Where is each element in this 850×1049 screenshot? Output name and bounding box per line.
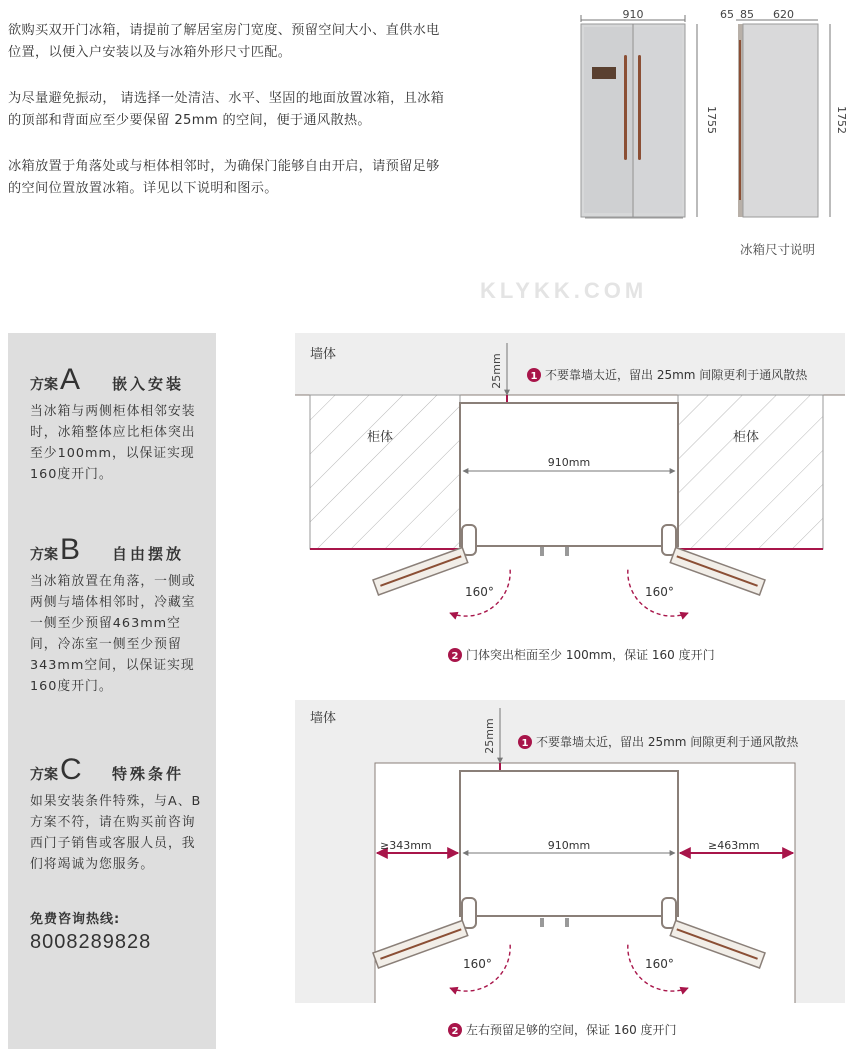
fridge-front-view [581,8,718,218]
plan-a [30,363,205,485]
hotline [30,908,151,954]
fridge-width-label: 910mm [547,456,591,469]
angle-right-label: 160° [645,585,674,599]
diagram-b-free-standing [295,700,845,1049]
wall-label: 墙体 [310,347,337,362]
plan-a-body: 当冰箱与两侧柜体相邻安装时，冰箱整体应比柜体突出至少100mm，以保证实现160度开门。 [30,404,196,482]
gap-label: 25mm [490,353,503,389]
plan-c-title: 特殊条件 [112,765,185,783]
cabinet-left-label: 柜体 [367,430,394,445]
cabinet-right-label: 柜体 [733,430,760,445]
fridge-outline [460,403,678,546]
plan-b-letter: B [60,533,81,566]
angle-left-label: 160° [465,585,494,599]
side-depth-2: 85 [740,8,754,21]
intro-paragraph-3: 冰箱放置于角落处或与柜体相邻时，为确保门能够自由开启，请预留足够的空间位置放置冰箱。详见以下说明和图示。 [8,159,440,196]
plan-a-title: 嵌入安装 [112,375,185,393]
door-left-open [373,920,468,968]
installation-plans-panel [8,333,216,1049]
left-gap-label: ≥343mm [380,839,432,852]
door-left-open [373,547,468,595]
note2-number: 2 [451,651,459,662]
note1-text: 不要靠墙太近，留出 25mm 间隙更利于通风散热 [545,368,808,382]
fridge-side-view [720,8,848,217]
door-right-open [670,920,765,968]
side-height-label: 1752 [835,106,848,134]
plan-c-letter: C [60,753,82,786]
note1-text: 不要靠墙太近，留出 25mm 间隙更利于通风散热 [536,735,799,749]
plan-c-prefix: 方案 [30,767,58,783]
wall-band [295,333,845,395]
dimension-caption: 冰箱尺寸说明 [740,242,816,257]
note1-number: 1 [521,738,529,749]
plan-a-prefix: 方案 [30,377,58,393]
plan-a-letter: A [60,363,81,396]
angle-right-label: 160° [645,957,674,971]
door-right-open [670,547,765,595]
right-gap-label: ≥463mm [708,839,760,852]
note2-text: 门体突出柜面至少 100mm，保证 160 度开门 [466,648,715,662]
intro-paragraph-2: 为尽量避免振动， 请选择一处清洁、水平、坚固的地面放置冰箱，且冰箱的顶部和背面应至少要保留 25mm 的空间，便于通风散热。 [8,91,445,128]
plan-b-body: 当冰箱放置在角落，一侧或两侧与墙体相邻时，冷藏室一侧至少预留463mm空间，冷冻室一侧至少预留343mm空间，以保证实现160度开门。 [30,574,196,694]
front-height-label: 1755 [705,106,718,134]
hotline-label: 免费咨询热线: [30,912,121,927]
gap-label: 25mm [483,718,496,754]
fridge-dimension-drawings [0,0,850,330]
hotline-number[interactable]: 8008289828 [30,931,152,953]
cabinet-left [310,395,460,549]
plan-b [30,533,205,697]
plan-b-prefix: 方案 [30,547,58,563]
diagram-a-built-in [295,333,845,673]
note2-number: 2 [451,1026,459,1037]
angle-left-label: 160° [463,957,492,971]
intro-paragraph-1: 欲购买双开门冰箱，请提前了解居室房门宽度、预留空间大小、直供水电位置，以便入户安装以及与冰箱外形尺寸匹配。 [8,23,440,60]
side-depth-3: 620 [773,8,794,21]
cabinet-right [678,395,823,549]
fridge-width-label: 910mm [547,839,591,852]
wall-label: 墙体 [310,711,337,726]
note1-number: 1 [530,371,538,382]
note2-text: 左右预留足够的空间，保证 160 度开门 [466,1023,677,1037]
watermark: KLYKK.COM [480,278,648,303]
plan-c-body: 如果安装条件特殊，与A、B方案不符，请在购买前咨询西门子销售或客服人员，我们将竭诚为您服务。 [30,794,202,872]
front-width-label: 910 [622,8,644,21]
plan-b-title: 自由摆放 [112,545,185,563]
side-depth-1: 65 [720,8,734,21]
plan-c [30,753,205,875]
